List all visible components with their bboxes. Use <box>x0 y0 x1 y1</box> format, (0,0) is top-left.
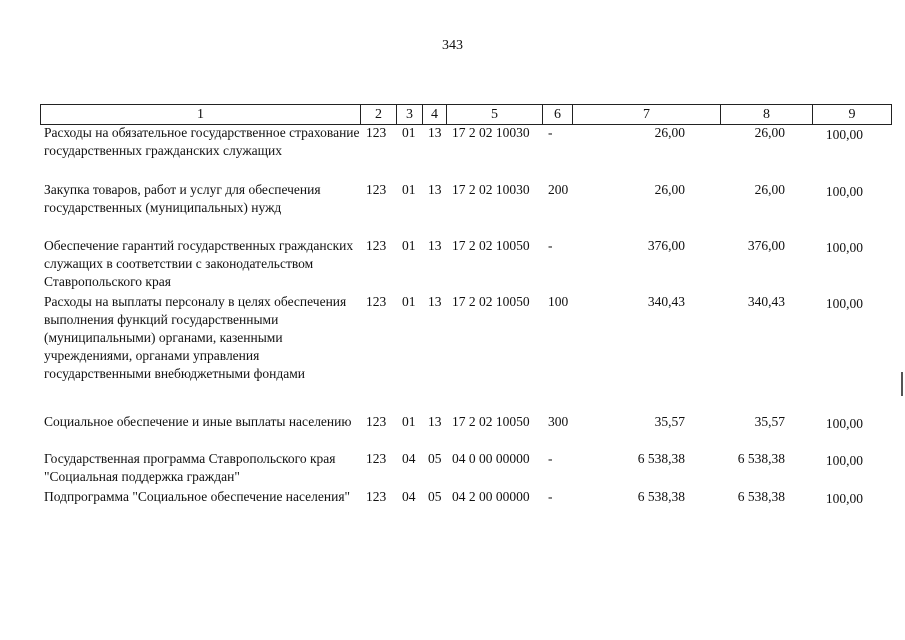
row-pr: 05 <box>428 489 442 504</box>
row-rz: 01 <box>402 294 416 309</box>
row-pr: 05 <box>428 451 442 466</box>
row-ved: 123 <box>366 451 387 466</box>
row-csr: 17 2 02 10030 <box>452 182 530 197</box>
header-col-6: 6 <box>542 105 572 124</box>
page-number: 343 <box>442 38 463 53</box>
row-csr: 17 2 02 10050 <box>452 238 530 253</box>
row-pr: 13 <box>428 294 442 309</box>
row-fact: 26,00 <box>754 125 785 140</box>
row-percent: 100,00 <box>825 184 863 199</box>
row-csr: 17 2 02 10050 <box>452 414 530 429</box>
row-rz: 01 <box>402 125 416 140</box>
row-vr: 100 <box>548 294 569 309</box>
row-fact: 6 538,38 <box>737 451 785 466</box>
row-name: Подпрограмма "Социальное обеспечение населения" <box>44 489 351 504</box>
row-name: Закупка товаров, работ и услуг для обеспечения государственных (муниципальных) нужд <box>44 182 321 215</box>
table-header <box>40 104 892 125</box>
header-col-7: 7 <box>572 105 720 124</box>
row-ved: 123 <box>366 182 387 197</box>
row-csr: 04 2 00 00000 <box>452 489 530 504</box>
row-vr: - <box>548 489 553 504</box>
row-fact: 6 538,38 <box>737 489 785 504</box>
header-col-2: 2 <box>360 105 396 124</box>
header-col-9: 9 <box>812 105 892 124</box>
row-fact: 35,57 <box>754 414 785 429</box>
row-pr: 13 <box>428 414 442 429</box>
row-percent: 100,00 <box>825 240 863 255</box>
header-col-1: 1 <box>40 105 360 124</box>
scan-margin-mark <box>901 372 903 396</box>
row-plan: 6 538,38 <box>637 451 685 466</box>
row-rz: 04 <box>402 489 416 504</box>
row-rz: 01 <box>402 238 416 253</box>
row-name: Расходы на обязательное государственное страхование государственных гражданских служащих <box>44 125 360 158</box>
row-ved: 123 <box>366 489 387 504</box>
row-name: Расходы на выплаты персоналу в целях обеспечения выполнения функций государственными (муниципальными) органами, казенными учреждениями, органами управления государственными внебюджетными фондами <box>44 294 347 381</box>
row-plan: 35,57 <box>654 414 685 429</box>
row-percent: 100,00 <box>825 491 863 506</box>
row-fact: 26,00 <box>754 182 785 197</box>
header-col-8: 8 <box>720 105 812 124</box>
row-rz: 04 <box>402 451 416 466</box>
row-plan: 376,00 <box>647 238 685 253</box>
row-rz: 01 <box>402 414 416 429</box>
row-name: Обеспечение гарантий государственных гражданских служащих в соответствии с законодательством Ставропольского края <box>44 238 354 289</box>
row-fact: 340,43 <box>747 294 785 309</box>
row-rz: 01 <box>402 182 416 197</box>
header-col-3: 3 <box>396 105 422 124</box>
row-csr: 17 2 02 10050 <box>452 294 530 309</box>
row-percent: 100,00 <box>825 127 863 142</box>
row-vr: - <box>548 125 553 140</box>
row-csr: 04 0 00 00000 <box>452 451 530 466</box>
row-plan: 26,00 <box>654 182 685 197</box>
row-percent: 100,00 <box>825 416 863 431</box>
row-name: Государственная программа Ставропольского края "Социальная поддержка граждан" <box>44 451 336 484</box>
row-plan: 340,43 <box>647 294 685 309</box>
row-pr: 13 <box>428 182 442 197</box>
row-ved: 123 <box>366 238 387 253</box>
row-ved: 123 <box>366 294 387 309</box>
row-plan: 6 538,38 <box>637 489 685 504</box>
row-fact: 376,00 <box>747 238 785 253</box>
row-pr: 13 <box>428 125 442 140</box>
row-name: Социальное обеспечение и иные выплаты населению <box>44 414 352 429</box>
row-vr: 200 <box>548 182 569 197</box>
row-percent: 100,00 <box>825 296 863 311</box>
row-vr: - <box>548 238 553 253</box>
row-plan: 26,00 <box>654 125 685 140</box>
row-vr: - <box>548 451 553 466</box>
row-percent: 100,00 <box>825 453 863 468</box>
row-csr: 17 2 02 10030 <box>452 125 530 140</box>
header-col-4: 4 <box>422 105 446 124</box>
row-ved: 123 <box>366 125 387 140</box>
row-vr: 300 <box>548 414 569 429</box>
header-col-5: 5 <box>446 105 542 124</box>
row-ved: 123 <box>366 414 387 429</box>
row-pr: 13 <box>428 238 442 253</box>
